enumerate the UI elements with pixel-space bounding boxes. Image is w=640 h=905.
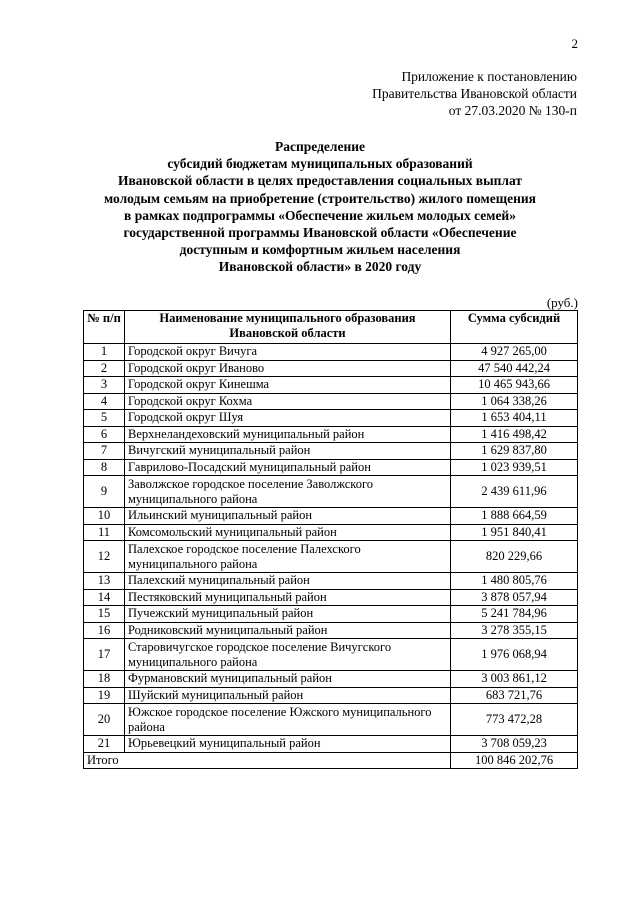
row-num: 11: [84, 524, 125, 541]
row-name: Верхнеландеховский муниципальный район: [125, 426, 451, 443]
row-name: Фурмановский муниципальный район: [125, 671, 451, 688]
subsidy-table: [83, 310, 578, 769]
header-name: Наименование муниципального образования Ивановской области: [125, 311, 451, 344]
row-num: 10: [84, 508, 125, 525]
table-row: [84, 736, 578, 753]
row-name: Юрьевецкий муниципальный район: [125, 736, 451, 753]
row-num: 18: [84, 671, 125, 688]
table-row: [84, 443, 578, 460]
row-name: Заволжское городское поселение Заволжского муниципального района: [125, 476, 451, 508]
row-sum: 1 976 068,94: [451, 639, 578, 671]
row-name: Городской округ Иваново: [125, 360, 451, 377]
title-line: Ивановской области в целях предоставления социальных выплат: [117, 173, 523, 189]
row-name: Родниковский муниципальный район: [125, 622, 451, 639]
table-header-row: [84, 311, 578, 344]
title-line: в рамках подпрограммы «Обеспечение жильем молодых семей»: [124, 207, 516, 223]
approval-line: Приложение к постановлению: [401, 69, 577, 84]
table-row: [84, 589, 578, 606]
row-num: 12: [84, 541, 125, 573]
row-num: 20: [84, 704, 125, 736]
table-row: [84, 704, 578, 736]
table-row: [84, 687, 578, 704]
table-row: [84, 377, 578, 394]
row-sum: 3 878 057,94: [451, 589, 578, 606]
title-line: субсидий бюджетам муниципальных образований: [167, 156, 473, 172]
table-row: [84, 426, 578, 443]
table-row: [84, 393, 578, 410]
row-sum: 3 708 059,23: [451, 736, 578, 753]
row-sum: 2 439 611,96: [451, 476, 578, 508]
row-num: 13: [84, 573, 125, 590]
row-name: Палехский муниципальный район: [125, 573, 451, 590]
table-row: [84, 541, 578, 573]
document-title: [70, 138, 570, 276]
row-num: 1: [84, 344, 125, 361]
row-name: Вичугский муниципальный район: [125, 443, 451, 460]
table-row: [84, 639, 578, 671]
total-label: Итого: [84, 752, 451, 769]
header-sum: Сумма субсидий: [451, 311, 578, 344]
row-num: 17: [84, 639, 125, 671]
row-sum: 1 951 840,41: [451, 524, 578, 541]
header-num: № п/п: [84, 311, 125, 344]
row-num: 16: [84, 622, 125, 639]
page-number: 2: [571, 36, 578, 51]
row-num: 7: [84, 443, 125, 460]
row-name: Пучежский муниципальный район: [125, 606, 451, 623]
title-line: государственной программы Ивановской области «Обеспечение: [123, 225, 517, 241]
row-num: 14: [84, 589, 125, 606]
table-row: [84, 360, 578, 377]
row-sum: 1 416 498,42: [451, 426, 578, 443]
row-sum: 5 241 784,96: [451, 606, 578, 623]
row-name: Городской округ Кинешма: [125, 377, 451, 394]
row-name: Комсомольский муниципальный район: [125, 524, 451, 541]
row-sum: 1 653 404,11: [451, 410, 578, 427]
table-row: [84, 344, 578, 361]
row-num: 3: [84, 377, 125, 394]
row-sum: 1 064 338,26: [451, 393, 578, 410]
row-num: 5: [84, 410, 125, 427]
row-num: 2: [84, 360, 125, 377]
row-sum: 683 721,76: [451, 687, 578, 704]
row-sum: 1 480 805,76: [451, 573, 578, 590]
row-name: Городской округ Шуя: [125, 410, 451, 427]
title-line: молодым семьям на приобретение (строительство) жилого помещения: [104, 190, 536, 206]
total-sum: 100 846 202,76: [451, 752, 578, 769]
row-num: 6: [84, 426, 125, 443]
row-name: Южское городское поселение Южского муниципального района: [125, 704, 451, 736]
title-line: доступным и комфортным жильем населения: [179, 242, 461, 258]
row-num: 15: [84, 606, 125, 623]
approval-block: [372, 68, 577, 119]
row-num: 8: [84, 459, 125, 476]
row-name: Старовичугское городское поселение Вичугского муниципального района: [125, 639, 451, 671]
table-body: [84, 344, 578, 753]
table-row: [84, 524, 578, 541]
table-row: [84, 622, 578, 639]
row-num: 9: [84, 476, 125, 508]
table-row: [84, 606, 578, 623]
table-row: [84, 476, 578, 508]
row-name: Шуйский муниципальный район: [125, 687, 451, 704]
row-sum: 47 540 442,24: [451, 360, 578, 377]
row-sum: 773 472,28: [451, 704, 578, 736]
row-num: 19: [84, 687, 125, 704]
row-sum: 1 888 664,59: [451, 508, 578, 525]
table-row: [84, 410, 578, 427]
row-sum: 1 023 939,51: [451, 459, 578, 476]
approval-line: Правительства Ивановской области: [372, 86, 577, 101]
row-sum: 10 465 943,66: [451, 377, 578, 394]
row-name: Палехское городское поселение Палехского муниципального района: [125, 541, 451, 573]
row-sum: 1 629 837,80: [451, 443, 578, 460]
title-line: Распределение: [274, 139, 366, 154]
row-name: Городской округ Кохма: [125, 393, 451, 410]
approval-line: от 27.03.2020 № 130-п: [448, 103, 577, 118]
table-row: [84, 573, 578, 590]
table-row: [84, 508, 578, 525]
row-name: Городской округ Вичуга: [125, 344, 451, 361]
title-line: Ивановской области» в 2020 году: [218, 259, 422, 275]
row-name: Ильинский муниципальный район: [125, 508, 451, 525]
table-row: [84, 459, 578, 476]
total-row: [84, 752, 578, 769]
row-sum: 820 229,66: [451, 541, 578, 573]
row-name: Гаврилово-Посадский муниципальный район: [125, 459, 451, 476]
row-num: 4: [84, 393, 125, 410]
row-sum: 3 278 355,15: [451, 622, 578, 639]
row-name: Пестяковский муниципальный район: [125, 589, 451, 606]
row-num: 21: [84, 736, 125, 753]
row-sum: 4 927 265,00: [451, 344, 578, 361]
row-sum: 3 003 861,12: [451, 671, 578, 688]
currency-unit: (руб.): [546, 295, 578, 310]
table-row: [84, 671, 578, 688]
